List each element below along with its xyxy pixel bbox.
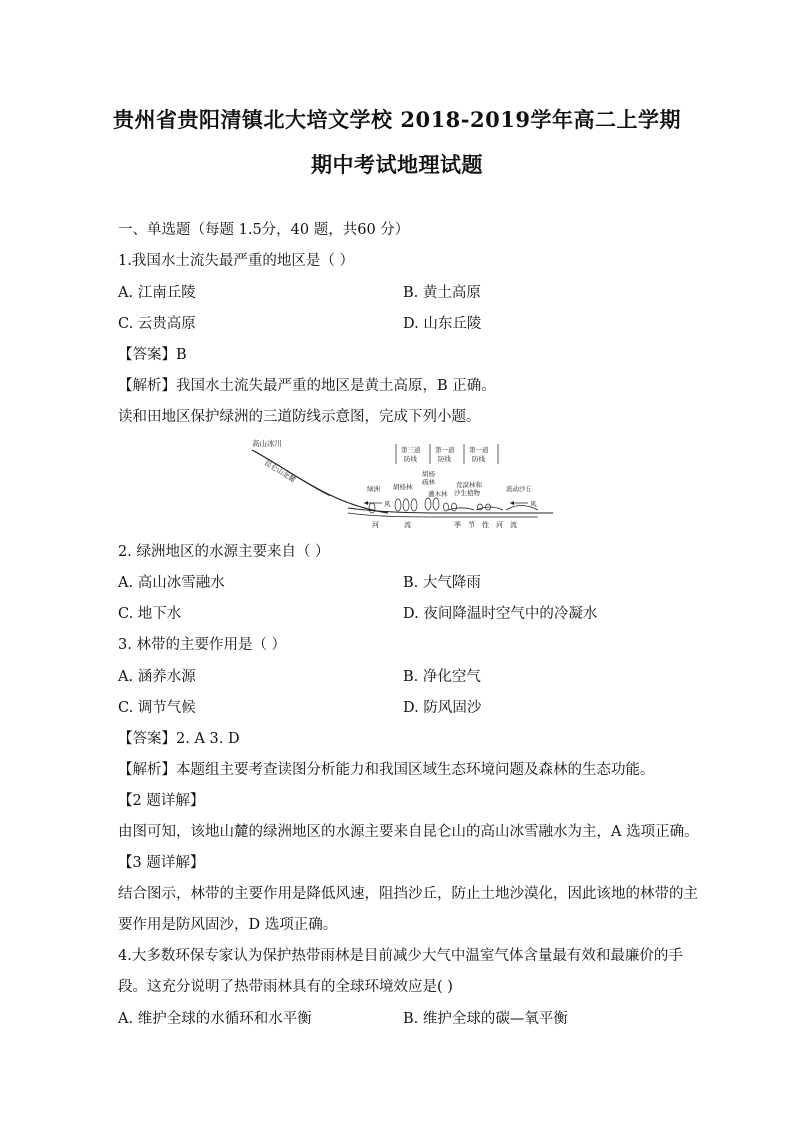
question-3-option-b: B. 净化空气 [403,669,481,685]
question-2-option-b: B. 大气降雨 [403,575,481,591]
question-3-option-c: C. 调节气候 [118,700,196,716]
document-title-line-1: 贵州省贵阳清镇北大培文学校 2018-2019学年高二上学期 [113,107,681,132]
river-label-right-2: 节 [468,521,475,529]
question-4-option-b: B. 维护全球的碳—氧平衡 [403,1011,568,1027]
wind-arrowhead-left [364,501,368,505]
line2-label-1: 第一道 [435,446,455,454]
question-3-option-d: D. 防风固沙 [403,700,482,716]
detail-3-header: 【3 题详解】 [118,855,205,871]
question-4-stem-2: 段。这充分说明了热带雨林具有的全球环境效应是( ) [118,979,453,995]
shrub-label: 灌木林 [428,490,448,498]
line3-label-2: 防线 [404,455,417,463]
line1-label-1: 第一道 [469,446,489,454]
river-label-left-2: 流 [404,521,411,529]
detail-3-text-1: 结合图示，林带的主要作用是降低风速，阻挡沙丘，防止土地沙漠化，因此该地的林带的主 [118,886,698,902]
ground-line [348,508,553,513]
question-3-option-a: A. 涵养水源 [118,669,196,685]
desert-forest-label-2: 沙生植物 [454,489,480,497]
glacier-label: 高山冰川 [252,439,282,448]
poplar-forest-label: 胡杨林 [393,483,413,491]
desert-forest-label-1: 荒漠林和 [456,481,482,489]
section-header: 一、单选题（每题 1.5分，40 题，共60 分） [118,222,410,238]
river-label-right-5: 流 [510,521,517,529]
detail-2-header: 【2 题详解】 [118,793,205,809]
wind-arrowhead-right [510,501,514,505]
river-label-left-1: 河 [372,521,379,529]
oasis-label: 绿洲 [367,485,380,493]
question-2-option-c: C. 地下水 [118,606,182,622]
question-4-stem-1: 4.大多数环保专家认为保护热带雨林是目前减少大气中温室气体含量最有效和最廉价的手 [118,948,683,964]
analysis-2-3: 【解析】本题组主要考查读图分析能力和我国区域生态环境问题及森林的生态功能。 [118,762,655,778]
answer-2-3: 【答案】2. A 3. D [118,731,240,747]
question-1-option-a: A. 江南丘陵 [118,285,196,301]
sparse-poplar-label-1: 胡杨 [422,470,435,478]
mountain-label: 昆仑山北麓 [262,458,297,485]
question-4-option-a: A. 维护全球的水循环和水平衡 [118,1011,312,1027]
question-1-option-c: C. 云贵高原 [118,316,196,332]
wind-label-left: 风 [384,500,391,508]
questions-2-3-intro: 读和田地区保护绿洲的三道防线示意图，完成下列小题。 [118,409,481,425]
detail-3-text-2: 要作用是防风固沙，D 选项正确。 [118,917,338,933]
question-3-stem: 3. 林带的主要作用是（ ） [118,637,287,653]
question-2-option-d: D. 夜间降温时空气中的冷凝水 [403,606,598,622]
wind-label-right: 风 [530,500,537,508]
river-label-right-1: 季 [454,521,461,529]
river-label-right-3: 性 [482,521,489,529]
question-1-option-b: B. 黄土高原 [403,285,481,301]
line3-label-1: 第三道 [401,446,421,454]
question-2-stem: 2. 绿洲地区的水源主要来自（ ） [118,544,330,560]
question-1-option-d: D. 山东丘陵 [403,316,482,332]
line1-label-2: 防线 [472,455,485,463]
question-2-option-a: A. 高山冰雪融水 [118,575,225,591]
document-title-line-2: 期中考试地理试题 [311,152,483,177]
dunes-label: 流动沙丘 [506,485,532,493]
question-1-stem: 1.我国水土流失最严重的地区是（ ） [118,253,354,269]
oasis-defense-diagram [248,434,553,530]
line2-label-2: 防线 [438,455,451,463]
river-line [348,513,538,517]
question-1-analysis: 【解析】我国水土流失最严重的地区是黄土高原，B 正确。 [118,378,496,394]
river-label-right-4: 河 [496,521,503,529]
detail-2-text: 由图可知，该地山麓的绿洲地区的水源主要来自昆仑山的高山冰雪融水为主，A 选项正确。 [118,824,699,840]
sparse-poplar-label-2: 疏林 [422,478,435,486]
question-1-answer: 【答案】B [118,347,187,363]
